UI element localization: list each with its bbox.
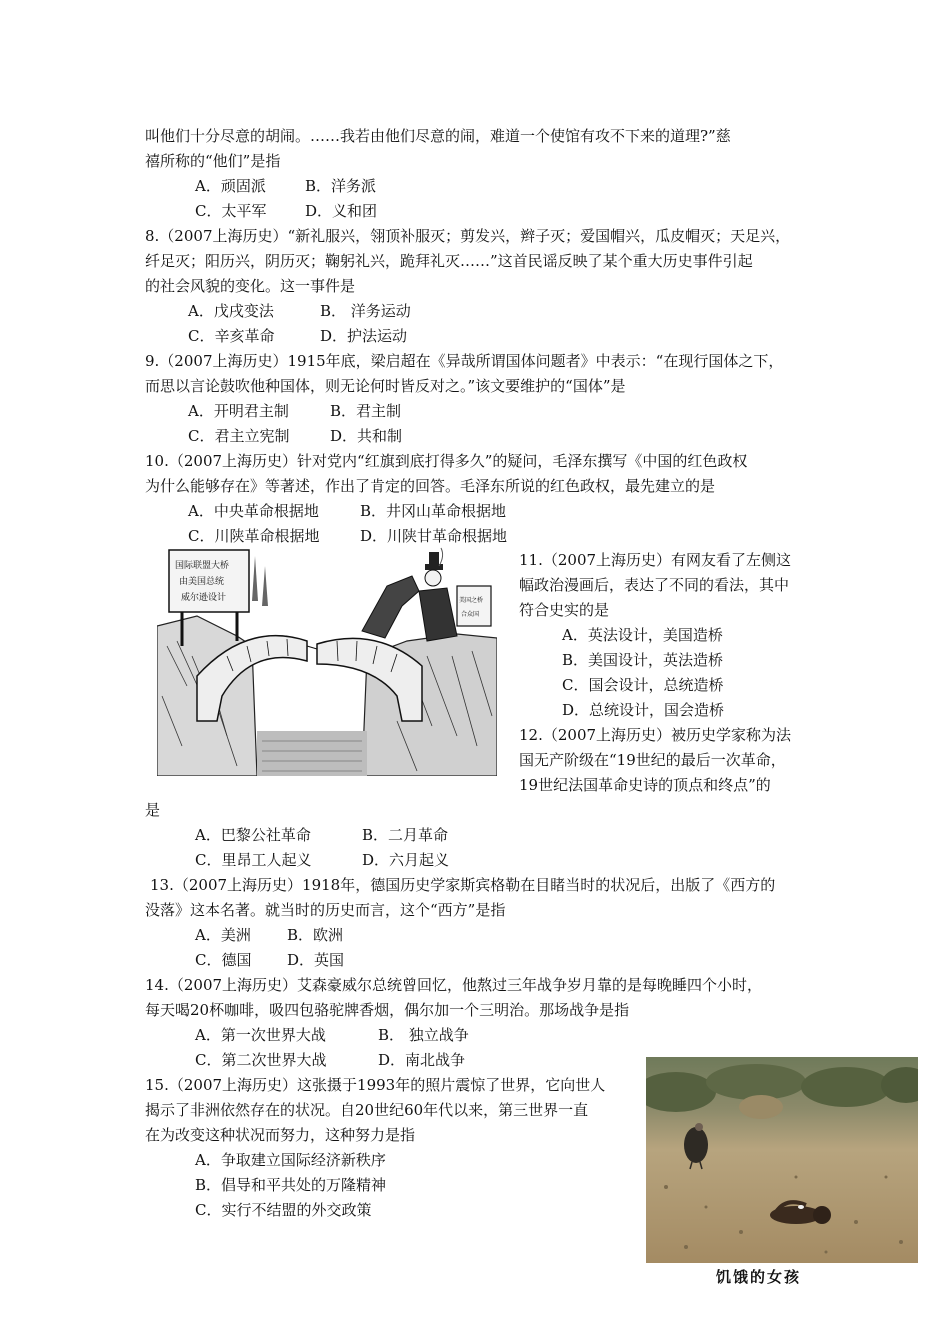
q11-option-c: C．国会设计，总统造桥 <box>562 676 724 694</box>
q13-option-c: C．德国 <box>195 951 252 969</box>
q15-option-a: A．争取建立国际经济新秩序 <box>195 1151 386 1169</box>
q15-stem-line2: 揭示了非洲依然存在的状况。自20世纪60年代以来，第三世界一直 <box>145 1101 589 1119</box>
q12-option-b: B．二月革命 <box>362 826 449 844</box>
q13-option-d: D．英国 <box>287 951 345 969</box>
q11-stem-line1: 11.（2007上海历史）有网友看了左侧这 <box>519 551 792 569</box>
q15-option-c: C．实行不结盟的外交政策 <box>195 1201 372 1219</box>
cartoon-sign-left-line1: 国际联盟大桥 <box>175 561 230 571</box>
q11-option-d: D．总统设计，国会造桥 <box>562 701 725 719</box>
q8-option-c: C．辛亥革命 <box>188 327 275 345</box>
q14-option-c: C．第二次世界大战 <box>195 1051 327 1069</box>
cartoon-sign-right-line1: 美国之桥 <box>459 597 484 604</box>
q10-option-a: A．中央革命根据地 <box>188 502 319 520</box>
q15-option-b: B．倡导和平共处的万隆精神 <box>195 1176 387 1194</box>
q7-option-a: A．顽固派 <box>195 177 266 195</box>
q9-option-c: C．君主立宪制 <box>188 427 290 445</box>
q8-option-d: D．护法运动 <box>320 327 408 345</box>
q13-stem-line1: 13.（2007上海历史）1918年，德国历史学家斯宾格勒在目睹当时的状况后，出版了《西方的 <box>150 876 776 894</box>
starving-girl-photo <box>646 1057 918 1263</box>
q8-stem-line1: 8.（2007上海历史）“新礼服兴，翎顶补服灭；剪发兴，辫子灭；爱国帽兴，瓜皮帽灭；天足兴， <box>145 227 791 245</box>
political-cartoon-image <box>157 546 497 776</box>
q13-stem-line2: 没落》这本名著。就当时的历史而言，这个“西方”是指 <box>145 901 506 919</box>
q14-option-a: A．第一次世界大战 <box>195 1026 326 1044</box>
q15-stem-line1: 15.（2007上海历史）这张摄于1993年的照片震惊了世界，它向世人 <box>145 1076 606 1094</box>
q9-option-b: B．君主制 <box>330 402 402 420</box>
q9-stem-line2: 而思以言论鼓吹他种国体，则无论何时皆反对之。”该文要维护的“国体”是 <box>145 377 626 395</box>
q10-option-b: B．井冈山革命根据地 <box>360 502 507 520</box>
q14-stem-line2: 每天喝20杯咖啡，吸四包骆驼牌香烟，偶尔加一个三明治。那场战争是指 <box>145 1001 630 1019</box>
q7-option-b: B．洋务派 <box>305 177 377 195</box>
q9-option-a: A．开明君主制 <box>188 402 289 420</box>
q11-stem-line3: 符合史实的是 <box>519 601 610 619</box>
q8-stem-line2: 纤足灭；阳历兴，阴历灭；鞠躬礼兴，跪拜礼灭……”这首民谣反映了某个重大历史事件引起 <box>145 252 753 270</box>
photo-caption: 饥饿的女孩 <box>716 1268 802 1286</box>
q9-stem-line1: 9.（2007上海历史）1915年底，梁启超在《异哉所谓国体问题者》中表示：“在现行国体之下， <box>145 352 784 370</box>
cartoon-sign-left-line2: 由美国总统 <box>179 577 225 587</box>
q10-option-c: C．川陕革命根据地 <box>188 527 320 545</box>
q8-stem-line3: 的社会风貌的变化。这一事件是 <box>145 277 356 295</box>
q11-option-a: A．英法设计，美国造桥 <box>562 626 723 644</box>
q13-option-a: A．美洲 <box>195 926 251 944</box>
q14-option-b: B． 独立战争 <box>378 1026 469 1044</box>
q12-stem-line4: 是 <box>145 801 161 819</box>
q9-option-d: D．共和制 <box>330 427 403 445</box>
q12-stem-line1: 12.（2007上海历史）被历史学家称为法 <box>519 726 792 744</box>
q12-option-c: C．里昂工人起义 <box>195 851 312 869</box>
q14-stem-line1: 14.（2007上海历史）艾森豪威尔总统曾回忆，他熬过三年战争岁月靠的是每晚睡四个小时， <box>145 976 763 994</box>
q12-stem-line2: 国无产阶级在“19世纪的最后一次革命， <box>519 751 786 769</box>
cartoon-sign-right-line2: 合众国 <box>461 611 480 618</box>
q14-option-d: D．南北战争 <box>378 1051 466 1069</box>
q10-option-d: D．川陕甘革命根据地 <box>360 527 508 545</box>
q12-option-d: D．六月起义 <box>362 851 450 869</box>
q12-stem-line3: 19世纪法国革命史诗的顶点和终点”的 <box>519 776 771 794</box>
q13-option-b: B．欧洲 <box>287 926 344 944</box>
cartoon-sign-left-line3: 威尔逊设计 <box>181 593 227 603</box>
q7-option-d: D．义和团 <box>305 202 378 220</box>
q8-option-a: A．戊戌变法 <box>188 302 274 320</box>
q10-stem-line1: 10.（2007上海历史）针对党内“红旗到底打得多久”的疑问，毛泽东撰写《中国的红色政权 <box>145 452 748 470</box>
q10-stem-line2: 为什么能够存在》等著述，作出了肯定的回答。毛泽东所说的红色政权，最先建立的是 <box>145 477 716 495</box>
q7-option-c: C．太平军 <box>195 202 267 220</box>
q7-stem-line1: 叫他们十分尽意的胡闹。……我若由他们尽意的闹，难道一个使馆有攻不下来的道理?”慈 <box>145 127 731 145</box>
q15-stem-line3: 在为改变这种状况而努力，这种努力是指 <box>145 1126 416 1144</box>
q11-option-b: B．美国设计，英法造桥 <box>562 651 724 669</box>
q8-option-b: B． 洋务运动 <box>320 302 411 320</box>
q11-stem-line2: 幅政治漫画后，表达了不同的看法，其中 <box>519 576 790 594</box>
q7-stem-line2: 禧所称的“他们”是指 <box>145 152 281 170</box>
q12-option-a: A．巴黎公社革命 <box>195 826 311 844</box>
